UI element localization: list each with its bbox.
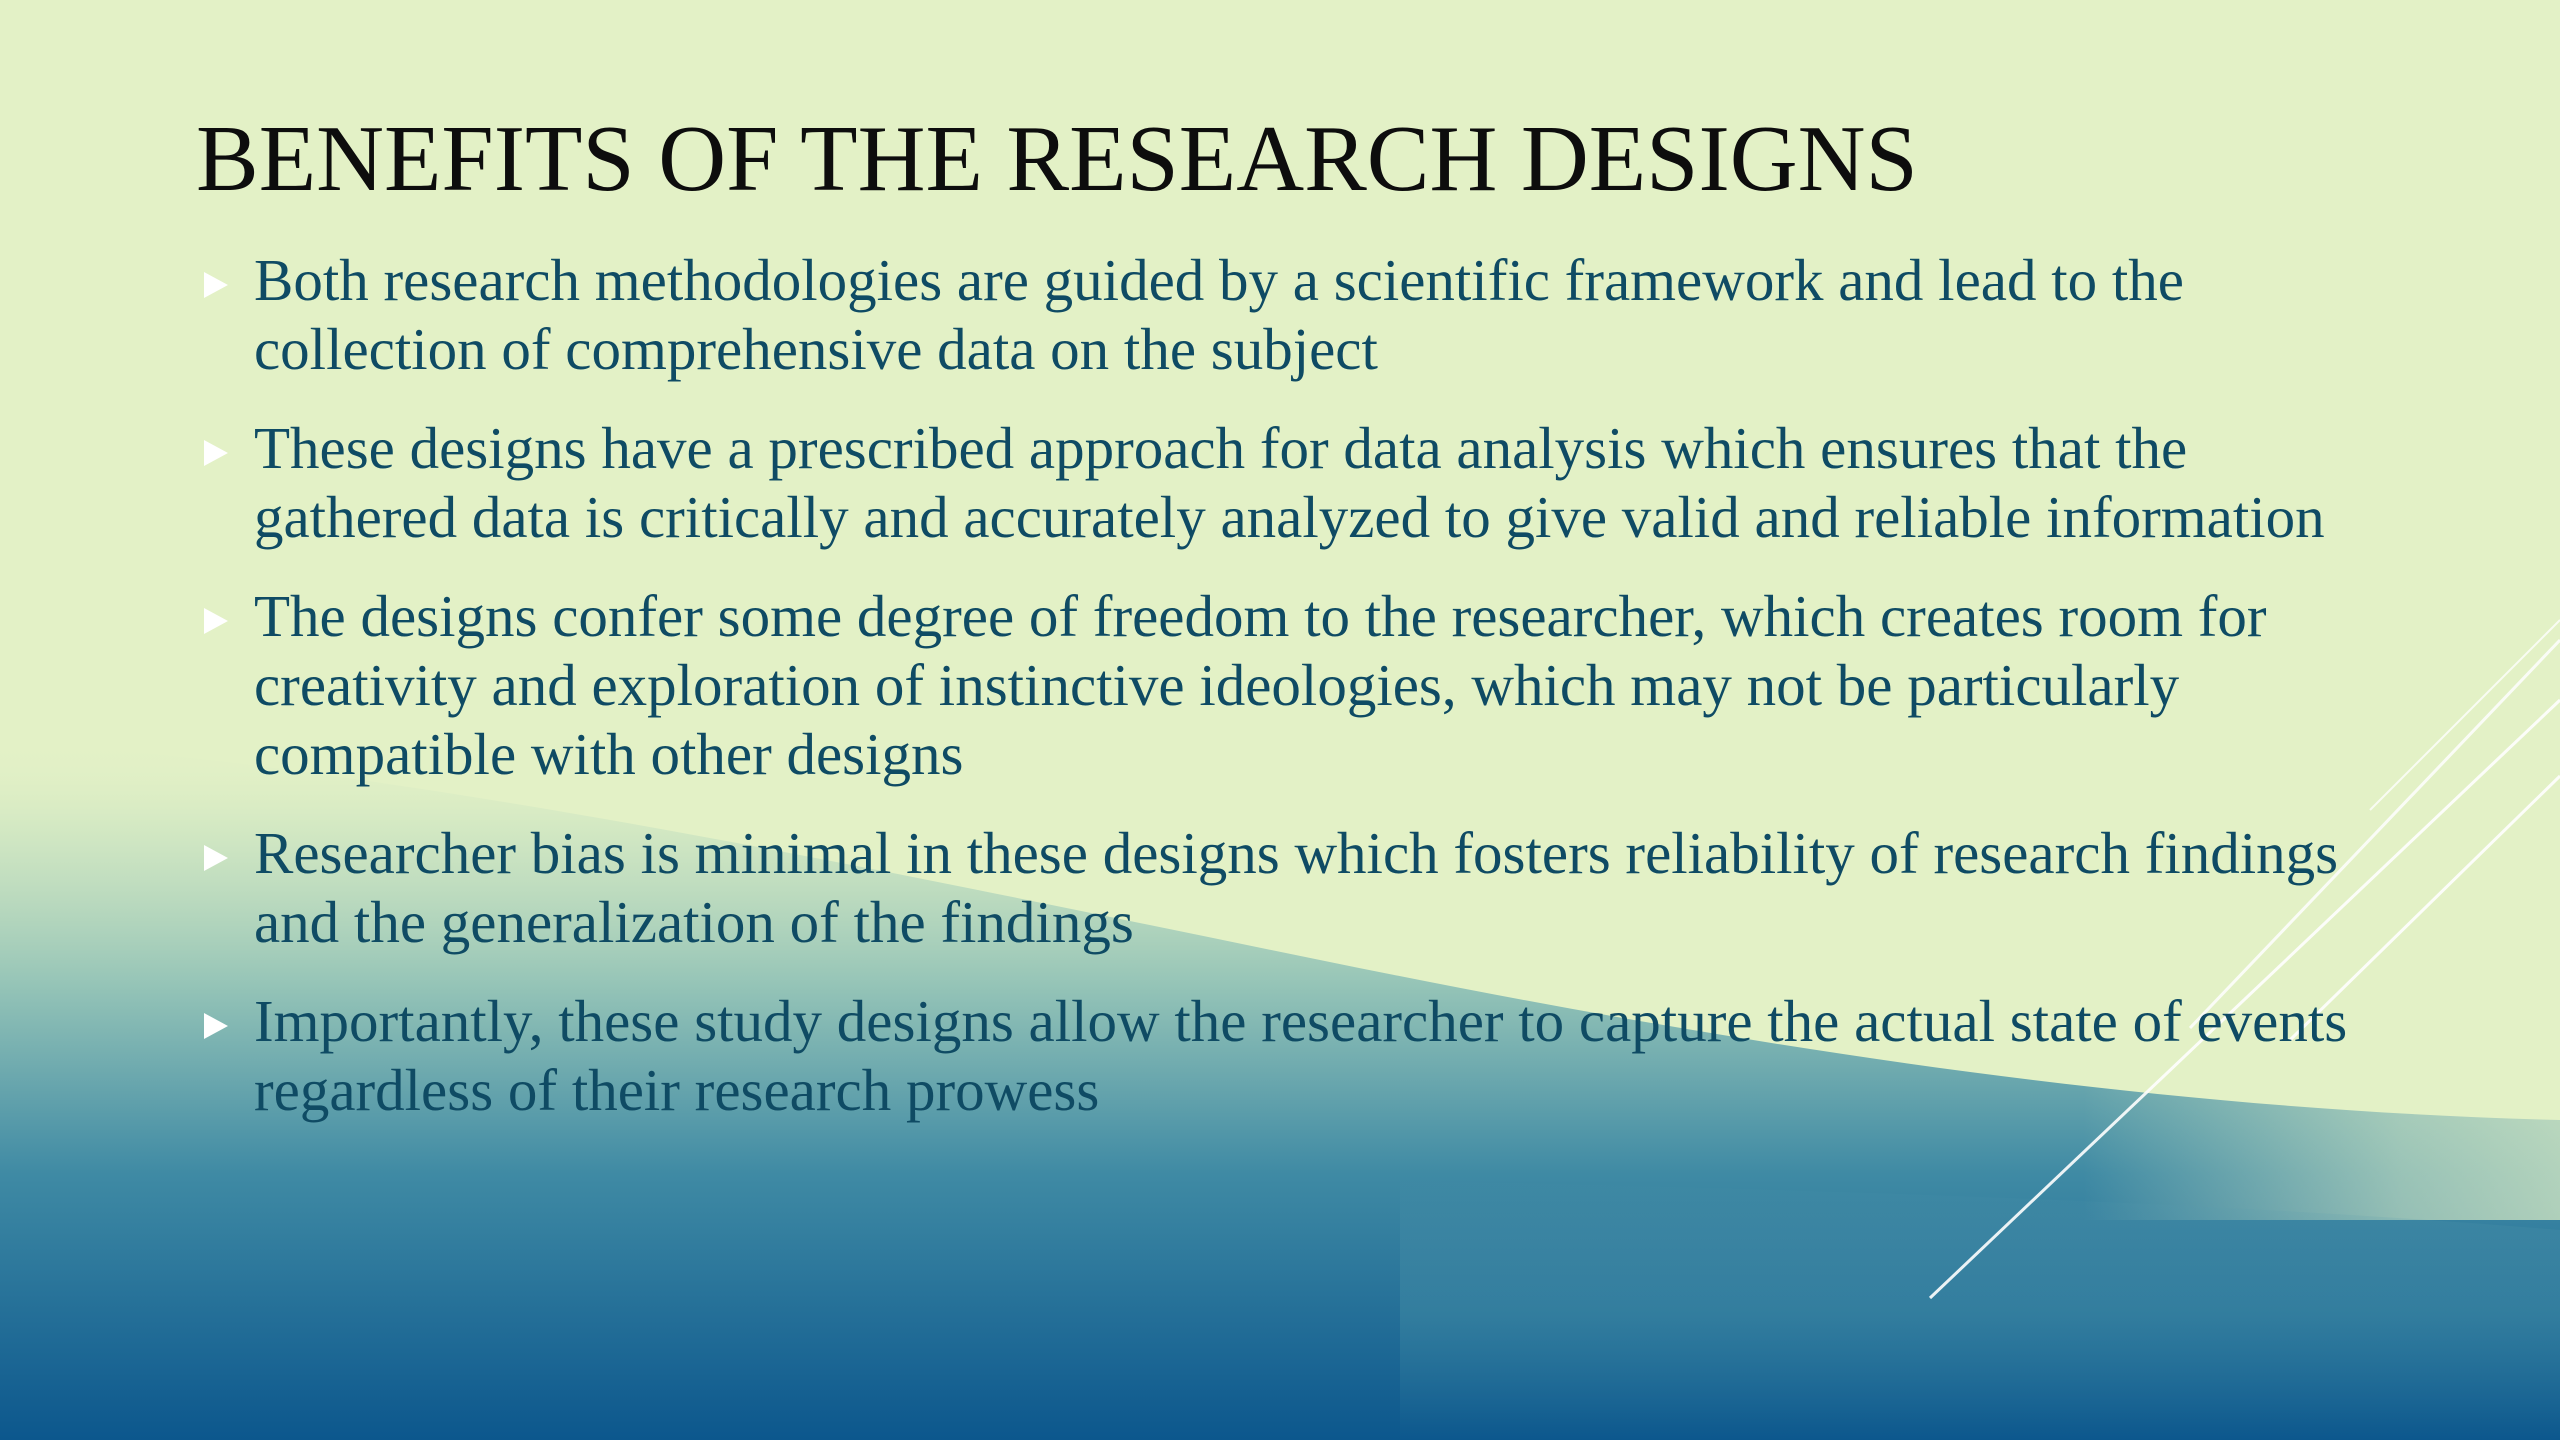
triangle-bullet-icon	[204, 440, 228, 466]
bullet-text: Both research methodologies are guided by a scientific framework and lead to the collection of comprehensive data on the subject	[254, 247, 2184, 382]
triangle-bullet-icon	[204, 845, 228, 871]
bullet-text: Importantly, these study designs allow the researcher to capture the actual state of events regardless of their research prowess	[254, 988, 2348, 1123]
slide-title: BENEFITS OF THE RESEARCH DESIGNS	[196, 107, 1918, 211]
triangle-bullet-icon	[204, 272, 228, 298]
bullet-text: Researcher bias is minimal in these designs which fosters reliability of research findings and the generalization of the findings	[254, 820, 2339, 955]
bullet-list	[196, 246, 2376, 1155]
bullet-item	[196, 582, 2376, 789]
triangle-bullet-icon	[204, 608, 228, 634]
bullet-text: The designs confer some degree of freedom to the researcher, which creates room for creativity and exploration of instinctive ideologies, which may not be particularly compatible with other designs	[254, 583, 2267, 787]
triangle-bullet-icon	[204, 1013, 228, 1039]
bullet-item	[196, 819, 2376, 957]
bullet-text: These designs have a prescribed approach for data analysis which ensures that the gathered data is critically and accurately analyzed to give valid and reliable information	[254, 415, 2325, 550]
bullet-item	[196, 414, 2376, 552]
bullet-item	[196, 987, 2376, 1125]
bullet-item	[196, 246, 2376, 384]
